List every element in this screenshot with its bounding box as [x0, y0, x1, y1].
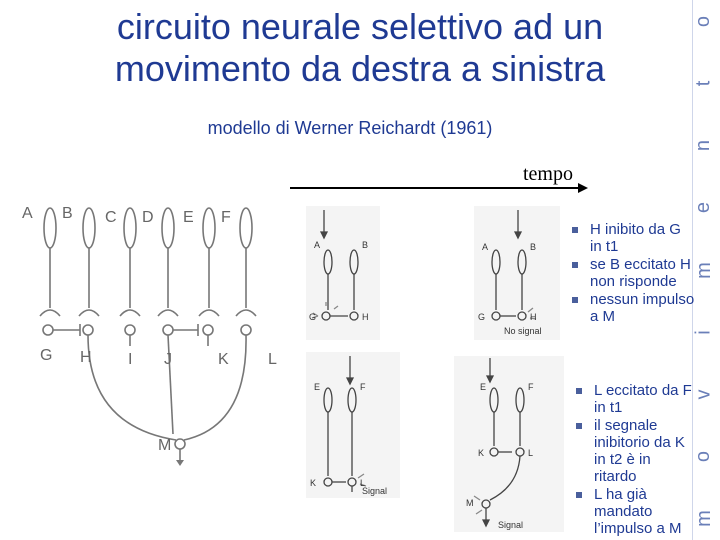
bullet-item: nessun impulso a M — [568, 291, 696, 325]
panel-t2-right-drawing — [454, 356, 564, 532]
side-letter: e — [692, 202, 715, 214]
panel-label: F — [360, 382, 366, 392]
panel-note: Signal — [362, 486, 388, 496]
output-arrowhead — [176, 460, 184, 466]
panel-t2-left — [474, 206, 560, 340]
bullet-item: H inibito da G in t1 — [568, 221, 696, 255]
receptor-label: D — [142, 209, 154, 226]
panel-label: L — [360, 478, 366, 488]
panel-t1-left-drawing — [306, 206, 380, 340]
panel-label: E — [314, 382, 321, 392]
panel-label: H — [530, 312, 537, 322]
receptor-label: C — [105, 209, 117, 226]
reichardt-circuit-diagram — [18, 196, 298, 466]
side-letter: o — [692, 15, 715, 28]
title-line-2: movimento da destra a sinistra — [114, 48, 606, 89]
bullet-item: L eccitato da F in t1 — [572, 382, 696, 416]
panel-label: G — [309, 312, 317, 322]
panel-label: H — [362, 312, 369, 322]
receptor-label: E — [183, 209, 194, 226]
bullet-list-bottom — [572, 382, 696, 538]
bullet-item: il segnale inibitorio da K in t2 è in ritardo — [572, 417, 696, 485]
panel-label: A — [482, 242, 489, 252]
panel-label: A — [314, 240, 321, 250]
panel-label: B — [530, 242, 537, 252]
interneuron-label: H — [80, 349, 92, 366]
interneuron-label: K — [218, 351, 229, 368]
bullet-list-top — [568, 221, 696, 326]
interneuron-label: I — [128, 351, 133, 368]
panel-t1-right — [306, 352, 400, 498]
side-letter: m — [692, 510, 715, 527]
bullet-item: se B eccitato H non risponde — [568, 256, 696, 290]
interneuron-label: G — [40, 347, 53, 364]
panel-t2-right — [454, 356, 564, 532]
panel-note: No signal — [504, 326, 542, 336]
interneuron-label: L — [268, 351, 277, 368]
panel-label: K — [310, 478, 317, 488]
receptor-label: B — [62, 205, 73, 222]
panel-t2-left-drawing — [474, 206, 560, 340]
tempo-arrow — [290, 182, 590, 194]
panel-label: B — [362, 240, 369, 250]
title-line-1: circuito neurale selettivo ad un — [116, 6, 604, 47]
panel-note: Signal — [498, 520, 524, 530]
panel-label: L — [528, 448, 534, 458]
panel-label: M — [466, 498, 474, 508]
bullet-item: L ha già mandato l’impulso a M — [572, 486, 696, 537]
receptor-row — [40, 208, 256, 462]
panel-label: E — [480, 382, 487, 392]
interneuron-label: J — [164, 351, 172, 368]
side-letter: i — [692, 329, 715, 335]
side-letter: n — [692, 140, 715, 152]
side-letter: v — [692, 389, 715, 400]
side-letter: t — [692, 80, 715, 87]
receptor-label: A — [22, 205, 33, 222]
slide-subtitle: modello di Werner Reichardt (1961) — [207, 118, 493, 138]
panel-label: G — [478, 312, 486, 322]
side-letter: o — [692, 450, 715, 462]
receptor-label: F — [221, 209, 231, 226]
panel-label: K — [478, 448, 485, 458]
slide-title — [40, 6, 680, 90]
panel-t1-left — [306, 206, 380, 340]
panel-t1-right-drawing — [306, 352, 400, 498]
side-letter: m — [692, 261, 715, 279]
tempo-label: tempo — [523, 163, 573, 185]
panel-label: F — [528, 382, 534, 392]
output-neuron-label: M — [158, 437, 172, 454]
